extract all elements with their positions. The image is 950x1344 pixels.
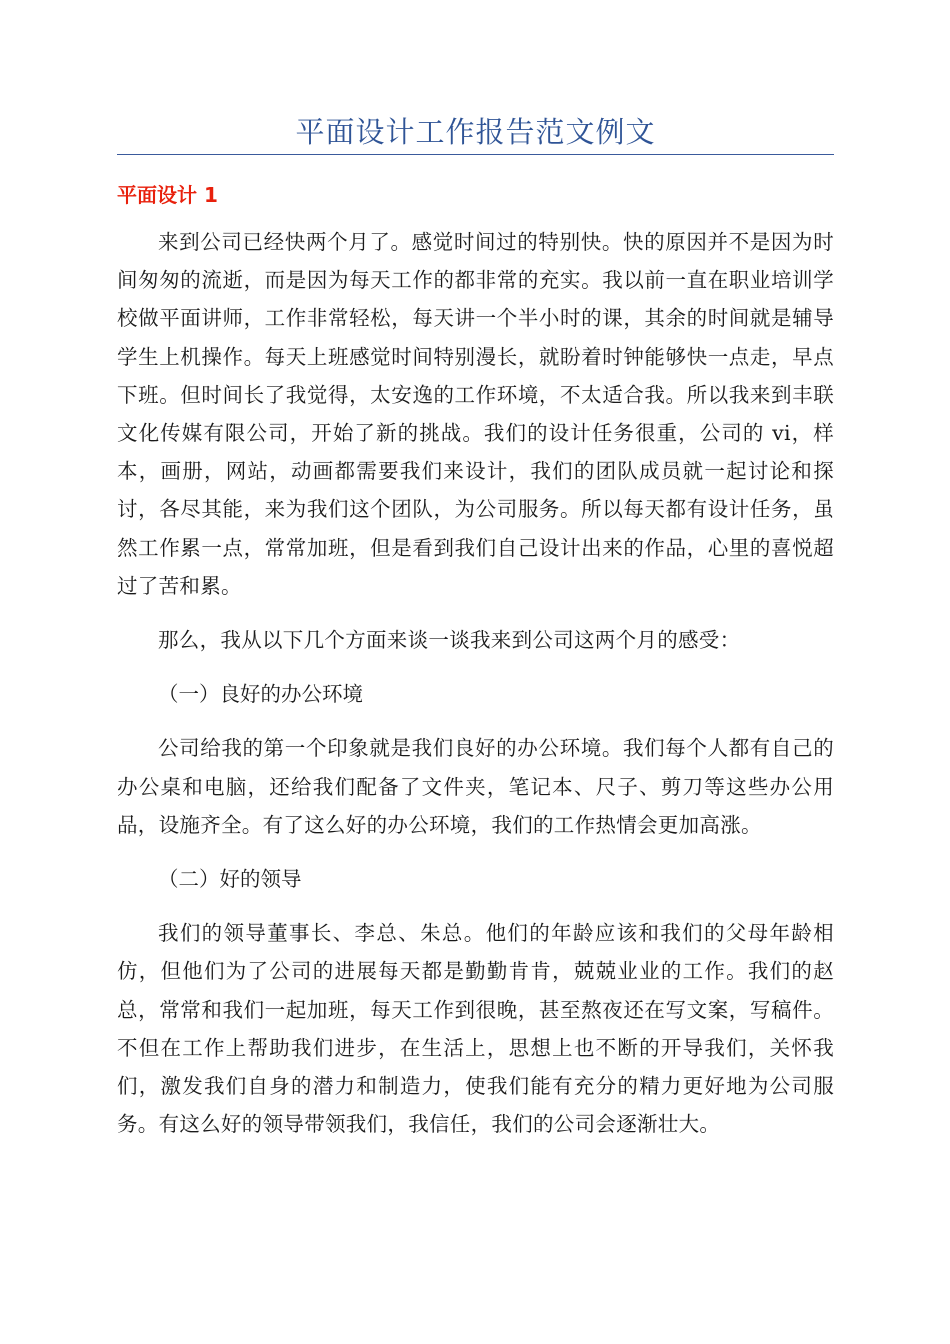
subheading-office-environment: （一）良好的办公环境 — [158, 682, 363, 707]
document-title: 平面设计工作报告范文例文 — [295, 115, 656, 149]
paragraph-intro: 来到公司已经快两个月了。感觉时间过的特别快。快的原因并不是因为时间匆匆的流逝，而是因为每天工作的都非常的充实。我以前一直在职业培训学校做平面讲师，工作非常轻松，每天讲一个半小时的课，其余的时间就是辅导学生上机操作。每天上班感觉时间特别漫长，就盼着时钟能够快一点走，早点下班。但时间长了我觉得，太安逸的工作环境，不太适合我。所以我来到丰联文化传媒有限公司，开始了新的挑战。我们的设计任务很重，公司的 vi，样本，画册，网站，动画都需要我们来设计，我们的团队成员就一起讨论和探讨，各尽其能，来为我们这个团队，为公司服务。所以每天都有设计任务，虽然工作累一点，常常加班，但是看到我们自己设计出来的作品，心里的喜悦超过了苦和累。 — [117, 230, 834, 598]
paragraph-leadership: 我们的领导董事长、李总、朱总。他们的年龄应该和我们的父母年龄相仿，但他们为了公司的进展每天都是勤勤肯肯，兢兢业业的工作。我们的赵总，常常和我们一起加班，每天工作到很晚，甚至熬夜还在写文案，写稿件。不但在工作上帮助我们进步，在生活上，思想上也不断的开导我们，关怀我们，激发我们自身的潜力和制造力，使我们能有充分的精力更好地为公司服务。有这么好的领导带领我们，我信任，我们的公司会逐渐壮大。 — [117, 921, 834, 1137]
document-body — [117, 223, 834, 1159]
section-heading: 平面设计 1 — [117, 183, 218, 207]
paragraph-overview: 那么，我从以下几个方面来谈一谈我来到公司这两个月的感受： — [158, 628, 741, 653]
paragraph-office-environment: 公司给我的第一个印象就是我们良好的办公环境。我们每个人都有自己的办公桌和电脑，还给我们配备了文件夹，笔记本、尺子、剪刀等这些办公用品，设施齐全。有了这么好的办公环境，我们的工作热情会更加高涨。 — [117, 736, 834, 837]
title-divider — [117, 154, 834, 155]
subheading-leadership: （二）好的领导 — [158, 867, 302, 892]
